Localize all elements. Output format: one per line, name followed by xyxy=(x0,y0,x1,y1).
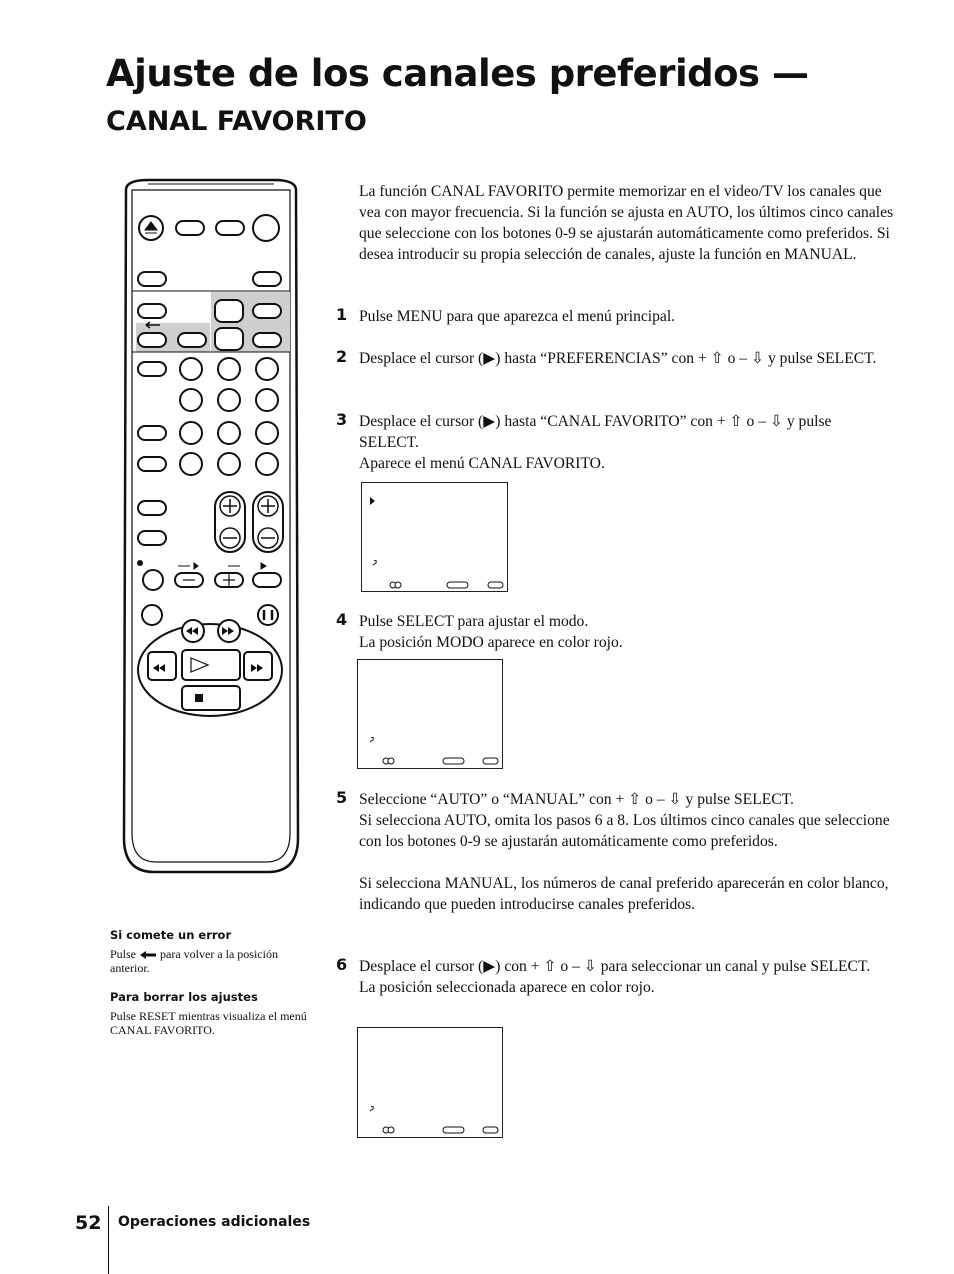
step-line: La posición seleccionada aparece en color rojo. xyxy=(359,979,655,996)
step-line: Aparece el menú CANAL FAVORITO. xyxy=(359,455,605,472)
remote-control-illustration xyxy=(118,178,304,878)
step-number: 2 xyxy=(336,347,348,366)
step-line: Desplace el cursor (▶) con + ⇧ o – ⇩ para seleccionar un canal y pulse SELECT. xyxy=(359,958,871,975)
step-line: Desplace el cursor (▶) hasta “CANAL FAVORITO” con + ⇧ o – ⇩ y pulse SELECT. xyxy=(359,413,832,451)
error-text-pre: Pulse xyxy=(110,947,137,961)
reset-text: Pulse RESET mientras visualiza el menú CANAL FAVORITO. xyxy=(110,1009,307,1037)
step-spacer xyxy=(359,852,894,873)
page-subtitle: CANAL FAVORITO xyxy=(106,106,367,137)
step-number: 6 xyxy=(336,955,348,974)
step-5-text xyxy=(359,789,894,915)
step-6-text xyxy=(359,956,894,998)
page-title: Ajuste de los canales preferidos — xyxy=(106,52,809,95)
screen-graphic xyxy=(362,483,507,591)
step-line: Si selecciona AUTO, omita los pasos 6 a 8. Los últimos cinco canales que seleccione con los botones 0-9 se ajustarán automáticamente como preferidos. xyxy=(359,812,890,850)
step-line: Desplace el cursor (▶) hasta “PREFERENCIAS” con + ⇧ o – ⇩ y pulse SELECT. xyxy=(359,350,877,367)
step-line: Si selecciona MANUAL, los números de canal preferido aparecerán en color blanco, indicando que pueden introducirse canales preferidos. xyxy=(359,875,889,913)
step-4-text xyxy=(359,611,894,653)
step-3-text xyxy=(359,411,894,474)
screen-graphic xyxy=(358,660,502,768)
step-number: 5 xyxy=(336,788,348,807)
menu-screen-1 xyxy=(361,482,508,592)
step-2-text xyxy=(359,348,894,369)
reset-heading: Para borrar los ajustes xyxy=(110,990,258,1004)
menu-screen-3 xyxy=(357,1027,503,1138)
intro-paragraph: La función CANAL FAVORITO permite memorizar en el video/TV los canales que vea con mayor frecuencia. Si la función se ajusta en AUTO, los últimos cinco canales que seleccione con los botones 0-9 se ajustarán automáticamente como preferidos. Si desea introducir su propia selección de canales, ajuste la función en MANUAL. xyxy=(359,183,894,263)
step-line: Seleccione “AUTO” o “MANUAL” con + ⇧ o – ⇩ y pulse SELECT. xyxy=(359,791,794,808)
menu-screen-2 xyxy=(357,659,503,769)
error-text-post: para volver a la posición anterior. xyxy=(110,947,278,975)
error-note xyxy=(110,928,320,975)
reset-note xyxy=(110,990,320,1037)
step-number: 3 xyxy=(336,410,348,429)
step-number: 4 xyxy=(336,610,348,629)
error-text xyxy=(110,947,320,975)
footer-section: Operaciones adicionales xyxy=(118,1214,311,1230)
step-1-text xyxy=(359,306,894,327)
step-number: 1 xyxy=(336,305,348,324)
step-line: Pulse SELECT para ajustar el modo. xyxy=(359,613,589,630)
error-heading: Si comete un error xyxy=(110,928,232,942)
footer-divider xyxy=(108,1206,109,1274)
cursor-triangle-icon xyxy=(370,497,375,505)
step-line: Pulse MENU para que aparezca el menú principal. xyxy=(359,308,676,325)
page-number: 52 xyxy=(75,1212,102,1234)
screen-graphic xyxy=(358,1028,502,1137)
back-arrow-icon xyxy=(139,950,157,960)
step-line: La posición MODO aparece en color rojo. xyxy=(359,634,623,651)
